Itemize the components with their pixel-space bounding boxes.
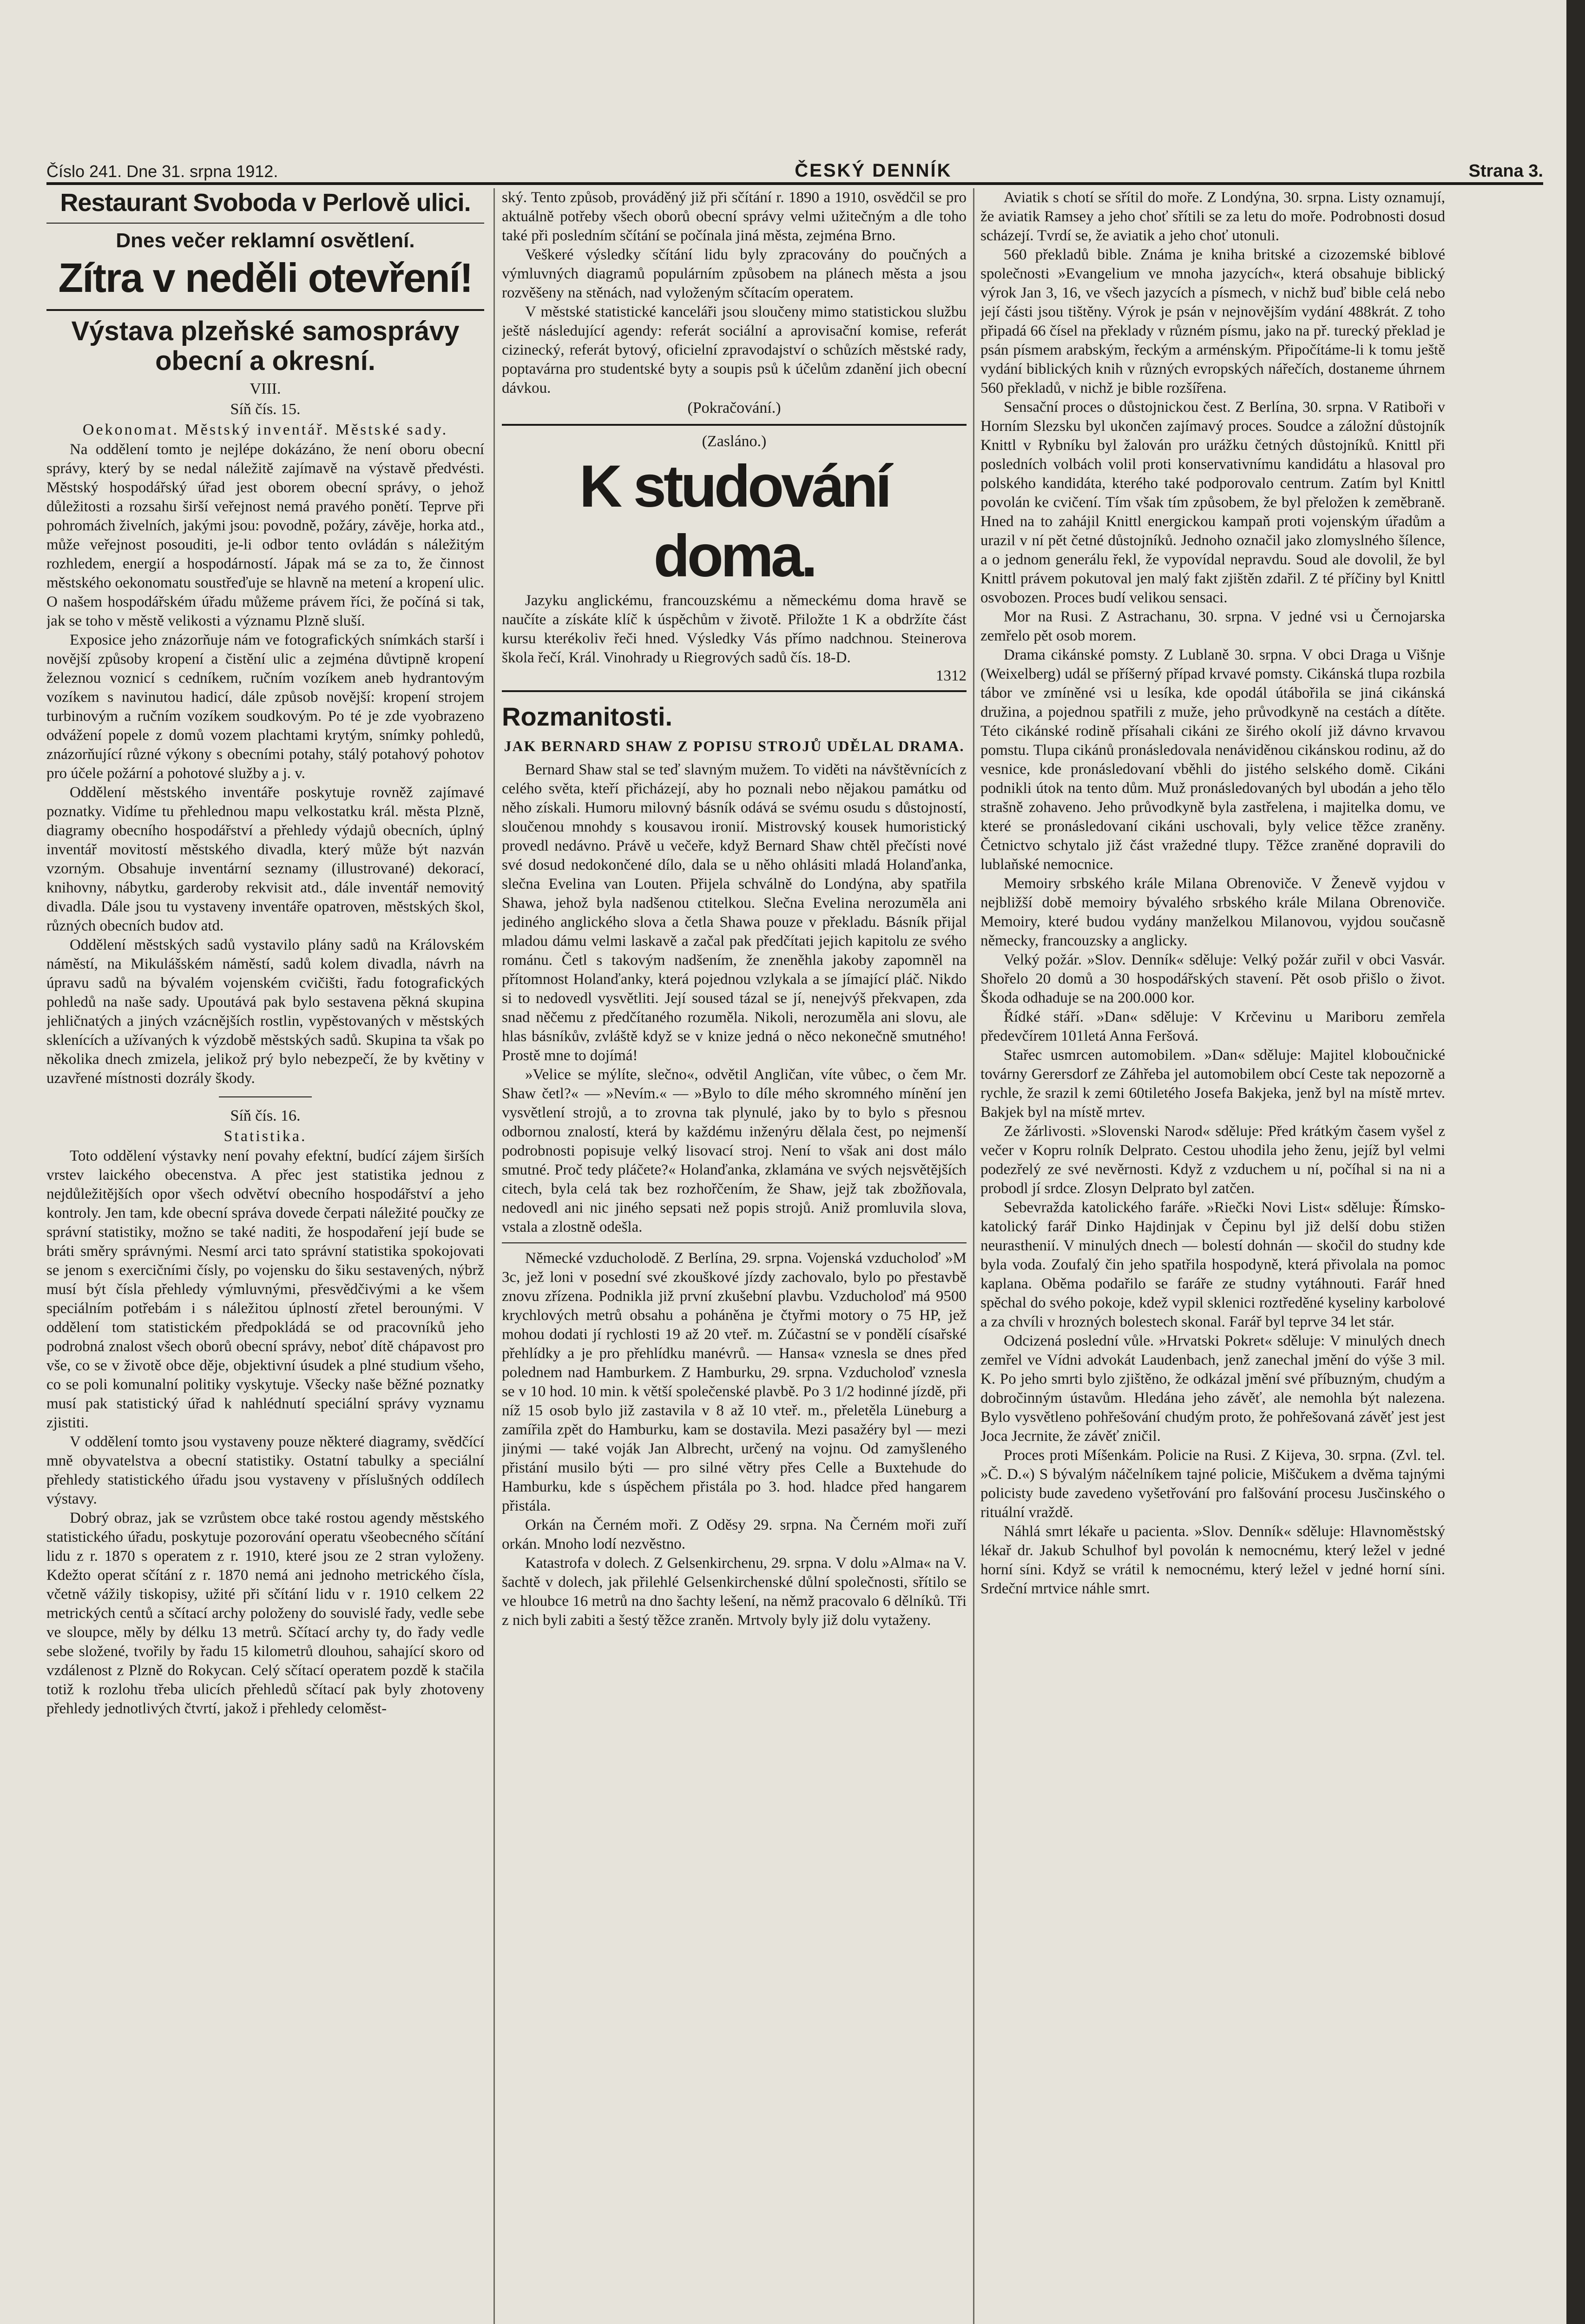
paragraph: V oddělení tomto jsou vystaveny pouze některé diagramy, svědčící mně obyvatelstva a obecní statistiky. Ostatní tabulky a speciální přehledy statistického úřadu jsou vystaveny v příslušných oddílech výstavy. <box>46 1433 484 1507</box>
column-1 <box>46 188 484 2324</box>
column-3 <box>980 188 1445 2324</box>
paragraph: Na oddělení tomto je nejlépe dokázáno, že není oboru obecní správy, který by se nedal náležitě zajímavě na výstavě předvésti. Městský hospodářský úřad jest oborem obecní správy, o jehož důležitosti a rozsahu širší veřejnost nemá pravého ponětí. Teprve při pohromách živelních, jakými jsou: povodně, požáry, závěje, horka atd., může veřejnost posouditi, je-li odbor tento ovládán s náležitým rozhledem, energií a hospodárností. Jápak má se za to, že činnost městského oekonomatu soustřeďuje se hlavně na metení a kropení ulic. O našem hospodářském úřadu můžeme právem říci, že počíná si tak, jak se toho v městě velikosti a významu Plzně sluší. <box>46 441 484 629</box>
header-rule <box>46 182 1543 185</box>
news-item: 560 překladů bible. Známa je kniha britské a cizozemské biblové společnosti »Evangelium ve mnoha jazycích«, která obsahuje biblický výrok Jan 3, 16, ve všech jazycích a písmech, v nichž buď bible celá nebo její části jsou tištěny. Výrok je psán v nejnovějším vydání 488krát. Z toho připadá 66 čísel na překlady v různém písmu, jako na př. turecký překlad je psán písmem arabským, řeckým a arménským. Připočítáme-li k tomu ještě vydání biblických knih v různých evropských nářečích, dostaneme úhrnem 560 překladů, v nichž je bible rozšířena. <box>980 246 1445 396</box>
divider <box>502 424 967 426</box>
news-item: Ze žárlivosti. »Slovenski Narod« sděluje: Před krátkým časem vyšel z večer v Kopru rolník Delprato. Cestou uhodila jeho ženu, jejíž byl velmi podezřelý ze své nevěrnosti. Když z vzduchem u ní, počíhal si na ni a probodl jí srdce. Zlosyn Delprato byl zatčen. <box>980 1123 1445 1197</box>
divider <box>46 223 484 224</box>
divider <box>502 1242 967 1243</box>
ad-tonight: Dnes večer reklamní osvětlení. <box>116 229 415 252</box>
part-number: VIII. <box>250 380 281 397</box>
paragraph: Toto oddělení výstavky není povahy efektní, budící zájem širších vrstev laického obecenstva. A přec jest statistika jednou z nejdůležitějších opor všech odvětví obecního hospodářství a jeho kontroly. Jen tam, kde obecní správa dovede čerpati náležité poučky ze správní statistiky, možno se také naditi, že hospodaření její bude se bráti směry správnými. Nesmí arci tato správní statistika spokojovati se jenom s exercičními čísly, po vojensku do šiku sestavených, nýbrž musí být čísla přehledy výmluvnými, přesvědčivými a ke všem speciálním potřebám i s náležitou úplností zřetel berounými. V oddělení tom statistickém předpokládá se od pracovníků jeho podrobná znalost všech oborů obecní správy, neboť dítě chápavost pro vše, co se v životě obce děje, objektivní úsudek a plné studium všeho, co se poli komunalní politiky vyskytuje. Všecky naše běžné poznatky musí pak statistický úřad k nahlédnutí speciální správy vyznamu zjistiti. <box>46 1148 484 1431</box>
news-item: Drama cikánské pomsty. Z Lublaně 30. srpna. V obci Draga u Višnje (Weixelberg) udál se příšerný případ krvavé pomsty. Cikánská tlupa rozbila tábor ve zmíněné vsi u lesíka, kde opodál útábořila se jiná cikánská družina, a pojednou spatřili z muže, jeho průvodkyně na cestách a dítěte. Této cikánské rodině přísahali cikáni ze širého okolí již dávno krvavou pomstu. Tlupa cikánů pronásledovala nenáviděnou cikánskou rodinu, až do vesnice, kde pronásledovaní vběhli do jistého selského domě. Cikáni podnikli útok na tento dům. Muž pronásledovaných byl ubodán a jeho tělo strašně zohaveno. Jeho průvodkyně byla zastřelena, i majitelka domu, ve které se pronásledovaní cikáni uschovali, byly velice těžce zraněny. Četnictvo schytalo již část vražedné tlupy. Těžce zraněné dopravili do lublaňské nemocnice. <box>980 647 1445 873</box>
paragraph: Bernard Shaw stal se teď slavným mužem. To viděti na návštěvnících z celého světa, kteří přicházejí, aby ho poznali nebo nějakou památku od něho získali. Humoru milovný básník odává se svému osudu s důstojností, sloučenou mnohdy s kousavou ironií. Mistrovský kousek humoristický provedl nedávno. Právě u večeře, když Bernard Shaw chtěl přečísti nové své dosud nedokončené dílo, dala se u něho ohlásiti mladá Holanďanka, slečna Evelina van Louten. Přijela schválně do Londýna, aby spatřila Shawa, jehož byla nadšenou ctitelkou. Slečna Evelina nerozuměla ani jediného anglického slova a četla Shawa pouze v překladu. Básník přijal mladou dámu velmi laskavě a začal pak předčítati jejich kapitolu ze svého románu. Četl s takovým nadšením, že zneněhla jakoby zapomněl na přítomnost Holanďanky, která pojednou vzlykala a se jímající pláč. Nikdo si to nedovedl vysvětliti. Její soused tázal se jí, nenejvýš překvapen, zda snad něčemu z předčítaného rozuměla. Nikoli, nerozuměla ani slovu, ale hlas básníkův, zvláště když se v knize jedná o něco nekonečně smutného! Prostě mne to dojímá! <box>502 761 967 1064</box>
page-edge <box>1566 0 1585 2324</box>
paragraph: ský. Tento způsob, prováděný již při sčítání r. 1890 a 1910, osvědčil se pro aktuálně potřeby všech oborů obecní správy velmi užitečným a dle toho také při posledním sčítání se počínala jiná města, zejména Brno. <box>502 189 967 244</box>
restaurant-advertisement <box>46 188 484 304</box>
divider <box>219 1096 312 1097</box>
ad-restaurant-name: Restaurant Svoboda v Perlově ulici. <box>60 189 471 217</box>
promo-text: Jazyku anglickému, francouzskému a německému doma hravě se naučíte a získáte klíč k úspěchům v životě. Přiložte 1 K a obdržíte část kursu kterékoliv řeči hned. Výsledky Vás přímo nadchnou. Steinerova škola řečí, Král. Vinohrady u Riegrových sadů čís. 18-D. <box>502 592 967 666</box>
paragraph: Oddělení městského inventáře poskytuje rovněž zajímavé poznatky. Vidíme tu přehlednou mapu velkostatku král. města Plzně, diagramy obecního hospodářství a přehledy výdajů obecních, úplný inventář movitostí městského divadla, který může být nazván vzorným. Obsahuje inventární seznamy (illustrované) dekorací, knihovny, nábytku, garderoby rekvisit atd., dále inventář nemovitý divadla. Dále jsou tu vystaveny inventáře opatroven, městských škol, různých obecních budov atd. <box>46 784 484 934</box>
exhibition-title: Výstava plzeňské samosprávy obecní a okresní. <box>71 316 460 376</box>
hall-15-subheading: Oekonomat. Městský inventář. Městské sady. <box>82 421 448 438</box>
promo-code: 1312 <box>936 667 967 684</box>
paragraph: V městské statistické kanceláři jsou sloučeny mimo statistickou službu ještě následující agendy: referát sociální a aprovisační komise, referát cizinecký, referát bytový, oficielní zpravodajství o schůzích městské rady, poptavárna pro studentské byty a soupis psů k účelům zdanění jich obecní dávkou. <box>502 304 967 396</box>
paragraph: Oddělení městských sadů vystavilo plány sadů na Královském náměstí, na Mikulášském náměstí, sadů kolem divadla, návrh na úpravu sadů na bývalém vojenském cvičišti, řadu fotografických pohledů na naše sady. Upoutává pak bylo sestavena pěkná skupina jehličnatých a jiných vzácnějších rostlin, vypěstovaných v městských sklenících a užívaných k výzdobě městských sadů. Skupina ta však po několika dnech zmizela, jelikož prý bylo nebezpečí, že by květiny v uzavřené místnosti dozrály škody. <box>46 937 484 1087</box>
newspaper-title: ČESKÝ DENNÍK <box>795 160 952 181</box>
continued-note: (Pokračování.) <box>687 399 781 416</box>
news-item: Memoiry srbského krále Milana Obrenoviče. V Ženevě vyjdou v nejbližší době memoiry bývalého srbského krále Milana Obrenoviče. Memoiry, které budou vydány manželkou Milanovou, vyjdou současně německy, francouzsky a anglicky. <box>980 875 1445 949</box>
sent-note: (Zasláno.) <box>702 433 767 450</box>
article-title: JAK BERNARD SHAW Z POPISU STROJŮ UDĚLAL DRAMA. <box>504 738 965 754</box>
news-item: Sensační proces o důstojnickou čest. Z Berlína, 30. srpna. V Ratiboři v Horním Slezsku byl ukončen zajímavý proces. Soudce a záložní důstojník Knittl v Rybníku byl žalován pro urážku četných důstojníků. Knittl při posledních volbách volil proti konservativnímu kandidátu a hlasoval pro polského kandidáta, kterého také podporovalo centrum. Zatím byl Knittl povolán ke cvičení. Tím však tím způsobem, že byl přeložen k zeměbraně. Hned na to zahájil Knittl energickou kampaň proti vojenským úřadům a urazil v ní pět četné důstojníků. Jednoho označil jako zlomyslného šílence, a o jednom generálu řekl, že vypovídal nepravdu. Soud ale dovolil, že byl Knittl právem pokutoval jen malý fakt zjištěn zdařil. Z té příčiny byl Knittl osvobozen. Proces budí velikou sensaci. <box>980 399 1445 606</box>
news-item: Orkán na Černém moři. Z Oděsy 29. srpna. Na Černém moři zuří orkán. Mnoho lodí nezvěstno. <box>502 1517 967 1552</box>
news-item: Proces proti Míšenkám. Policie na Rusi. Z Kijeva, 30. srpna. (Zvl. tel. »Č. D.«) S bývalým náčelníkem tajné policie, Miščukem a dvěma tajnými policisty bude zavedeno vyšetřování pro falšování procesu Jusčinského o rituální vraždě. <box>980 1447 1445 1521</box>
news-item: Katastrofa v dolech. Z Gelsenkirchenu, 29. srpna. V dolu »Alma« na V. šachtě v dolech, jak přilehlé Gelsenkirchenské důlní společnosti, sřítilo se ve hloubce 16 metrů na dno šachty lešení, na němž pracovalo 6 dělníků. Tři z nich byli zabiti a šestý těžce zraněn. Mrtvoly byly již dolu vytaženy. <box>502 1555 967 1629</box>
page-header <box>46 149 1543 181</box>
news-item: Řídké stáří. »Dan« sděluje: V Krčevinu u Mariboru zemřela předevčírem 101letá Anna Feršová. <box>980 1009 1445 1044</box>
news-item: Velký požár. »Slov. Denník« sděluje: Velký požár zuřil v obci Vasvár. Shořelo 20 domů a 30 hospodářských stavení. Pět osob přišlo o život. Škoda odhaduje se na 200.000 kor. <box>980 951 1445 1006</box>
ad-tomorrow: Zítra v neděli otevření! <box>58 255 473 301</box>
news-item: Náhlá smrt lékaře u pacienta. »Slov. Denník« sděluje: Hlavnoměstský lékař dr. Jakub Schulhof byl povolán k nemocnému, který ležel v jedné horní síni. Když se vrátil k nemocnému, který ležel v jedné horní síni. Srdeční mrtvice náhle smrt. <box>980 1523 1445 1597</box>
news-item: Mor na Rusi. Z Astrachanu, 30. srpna. V jedné vsi u Černojarska zemřelo pět osob morem. <box>980 608 1445 644</box>
hall-15-heading: Síň čís. 15. <box>230 401 301 418</box>
promo-headline: K studování doma. <box>579 453 889 589</box>
page-number: Strana 3. <box>1468 161 1543 181</box>
section-heading: Rozmanitosti. <box>502 702 673 731</box>
news-item: Stařec usmrcen automobilem. »Dan« sděluje: Majitel kloboučnické továrny Gerersdorf ze Záhřeba jel automobilem obcí Ceste tak nepozorně a rychle, že srazil k zemi 60tiletého Josefa Bakjeka, jenž byl na místě mrtev. Bakjek byl na místě mrtev. <box>980 1047 1445 1121</box>
column-divider <box>493 188 495 2324</box>
news-item: Sebevražda katolického faráře. »Riečki Novi List« sděluje: Římsko-katolický farář Dinko Hajdinjak v Čepinu byl již delší dobu stižen neurasthenií. V minulých dnech — bolestí dohnán — skočil do studny kde byla voda. Zoufalý čin jeho spatřila hospodyně, která přivolala na pomoc kaplana. Oběma podařilo se faráře ze studny vytáhnouti. Farář hned spěchal do svého pokoje, kdež vypil sklenici roztředěné kyseliny karbolové a za chvíli v hrozných bolestech skonal. Farář byl teprve 34 let stár. <box>980 1199 1445 1330</box>
paragraph: Veškeré výsledky sčítání lidu byly zpracovány do poučných a výmluvných diagramů populárním způsobem na plánech města a jsou rozvěšeny na stěnách, nad vyloženým sčítacím operatem. <box>502 246 967 301</box>
column-2 <box>502 188 967 2324</box>
divider <box>46 309 484 311</box>
news-item: Německé vzducholodě. Z Berlína, 29. srpna. Vojenská vzducholoď »M 3c, jež loni v posední své zkouškové jízdy zachovalo, bylo po přestavbě znovu zřízena. Podnikla již první zkušební plavbu. Vzducholoď má 9500 krychlových metrů obsahu a poháněna je čtyřmi motory o 75 HP, jež mohou dodati jí rychlosti 19 až 20 vteř. m. Zúčastní se v pondělí císařské přehlídky a je pro přehlídku manévrů. — Hansa« vznesla se dnes před polednem nad Hamburkem. Z Hamburku, 29. srpna. Vzducholoď vznesla se v 10 hod. 10 min. k větší společenské plavbě. Po 3 1/2 hodinné jízdě, při níž 15 osob bylo již zastavila v 8 až 10 vteř. m., přeletěla Lüneburg a zamířila zpět do Hamburku, kam se dostavila. Mezi pasažéry byl — mezi jinými — také voják Jan Albrecht, určený na vojnu. Od zamyšleného přistání musilo býti — pro silné větry přes Celle a Buxtehude do Hamburku, kde s úspěchem přistála po 3. hod. hladce před hangarem přistála. <box>502 1250 967 1514</box>
column-divider <box>973 188 974 2324</box>
divider <box>502 690 967 692</box>
news-item: Aviatik s chotí se sřítil do moře. Z Londýna, 30. srpna. Listy oznamují, že aviatik Ramsey a jeho choť sřítili se za letu do moře. Podrobnosti dosud scházejí. Tvrdí se, že aviatik a jeho choť utonuli. <box>980 189 1445 244</box>
paragraph: »Velice se mýlíte, slečno«, odvětil Angličan, víte vůbec, o čem Mr. Shaw četl?« — »Nevím.« — »Bylo to díle mého skromného mínění jen vysvětlení strojů, a to zrovna tak plynulé, jako by to bylo s přesnou odbornou znalostí, která by každému inženýru dělala čest, po nejmenší podrobnosti popisuje velký lisovací stroj. Není to však ani dost málo smutné. Proč tedy pláčete?« Holanďanka, zklamána ve svých nejsvětějších citech, byla celá tak bez rozhořčením, že Shaw, jejž tak zbožňovala, nedovedl ani nic jiného sepsati než popis strojů. Aniž promluvila slova, vstala a zlostně odešla. <box>502 1066 967 1235</box>
paragraph: Exposice jeho znázorňuje nám ve fotografických snímkách starší i novější způsoby kropení a čistění ulic a zejména důvtipně kropení železnou voznicí s cedníkem, ručním vozíkem aneb hydrantovým vozíkem s navinutou hadicí, dále způsob novější: kropení strojem turbinovým a ručním vozíkem soudkovým. Po té je zde vyobrazeno odvážení popele z domů vozem plachtami krytým, snímky pohledů, znázorňující různé výkony s obecními potahy, stálý potahový pohotov pro účele požární a pohotové služby a j. v. <box>46 632 484 782</box>
paragraph: Dobrý obraz, jak se vzrůstem obce také rostou agendy městského statistického úřadu, poskytuje pozorování operatu všeobecného sčítání lidu z r. 1870 s operatem z r. 1910, které jsou ze 2 stran vyloženy. Kdežto operat sčítání z r. 1870 nemá ani jednoho metrického čísla, včetně vážily tiskopisy, užité při sčítání lidu v r. 1910 celkem 22 metrických centů a sčítací archy položeny do souvislé řady, vedle sebe ve sloupce, měly by délku 13 metrů. Sčítací archy ty, do řady vedle sebe složené, tvořily by řadu 15 kilometrů dlouhou, sahající skoro od vzdálenost z Plzně do Rokycan. Celý sčítací operatem pozdě k stačila totiž k rozlohu třeba ulicích přehledů sčítací pak byly zhotoveny přehledy jednotlivých čtvrtí, jakož i přehledy celoměst- <box>46 1510 484 1717</box>
issue-date: Číslo 241. Dne 31. srpna 1912. <box>46 162 278 181</box>
news-item: Odcizená poslední vůle. »Hrvatski Pokret« sděluje: V minulých dnech zemřel ve Vídni advokát Laudenbach, jenž zanechal jmění do výše 3 mil. K. Po jeho smrti bylo zjištěno, že odkázal jmění své příbuzným, chudým a dobročinným ústavům. Hledána jeho závěť, ale nemohla být nalezena. Bylo vysvětleno pohřešování chudým proto, že pohřešovaná závěť jest jest Joca Jecrnite, že závěť zničil. <box>980 1333 1445 1445</box>
hall-16-subheading: Statistika. <box>224 1128 307 1145</box>
hall-16-heading: Síň čís. 16. <box>230 1107 301 1124</box>
